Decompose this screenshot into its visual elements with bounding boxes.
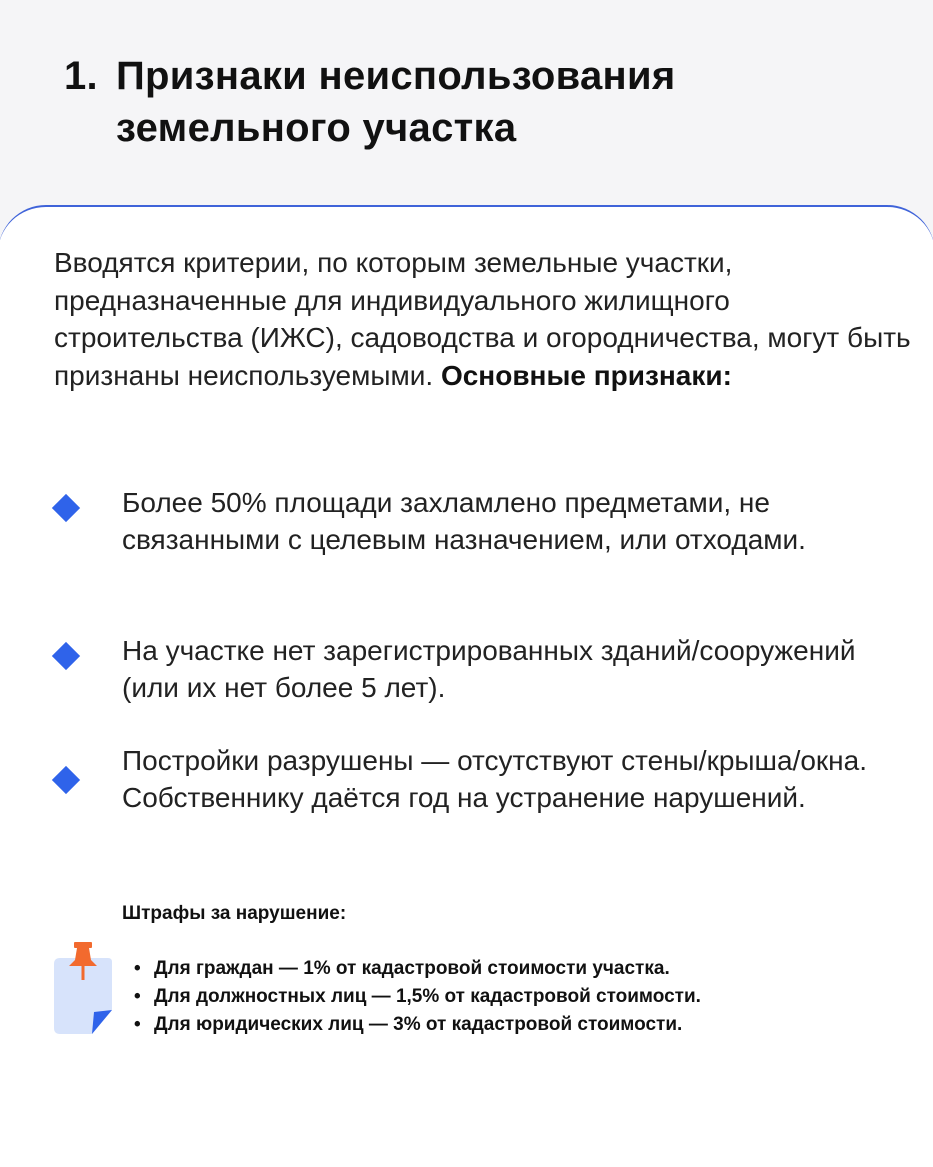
- fine-item: • Для должностных лиц — 1,5% от кадастровой стоимости.: [134, 983, 701, 1011]
- fine-item: • Для юридических лиц — 3% от кадастровой стоимости.: [134, 1011, 701, 1039]
- intro-bold: Основные признаки:: [440, 359, 732, 391]
- intro-paragraph: [54, 244, 914, 394]
- intro-text: Вводятся критерии, по которым земельные участки, предназначенные для индивидуального жилищного строительства (ИЖС), садоводства и огородничества, могут быть признаны неиспользуемыми.: [54, 247, 911, 391]
- fines-title: Штрафы за нарушение:: [122, 903, 347, 924]
- title-line-1: Признаки неиспользования: [116, 54, 676, 98]
- title-line-2: земельного участка: [116, 106, 517, 150]
- fine-item: • Для граждан — 1% от кадастровой стоимости участка.: [134, 955, 701, 983]
- pinned-document-icon: [48, 940, 118, 1044]
- section-number: 1.: [64, 54, 98, 98]
- criteria-text: На участке нет зарегистрированных зданий/сооружений (или их нет более 5 лет).: [122, 635, 856, 703]
- fines-list: [134, 955, 701, 1039]
- page-title: [64, 50, 676, 154]
- criteria-text: Постройки разрушены — отсутствуют стены/крыша/окна. Собственнику даётся год на устранение нарушений.: [122, 745, 867, 813]
- criteria-text: Более 50% площади захламлено предметами, не связанными с целевым назначением, или отходами.: [122, 487, 806, 555]
